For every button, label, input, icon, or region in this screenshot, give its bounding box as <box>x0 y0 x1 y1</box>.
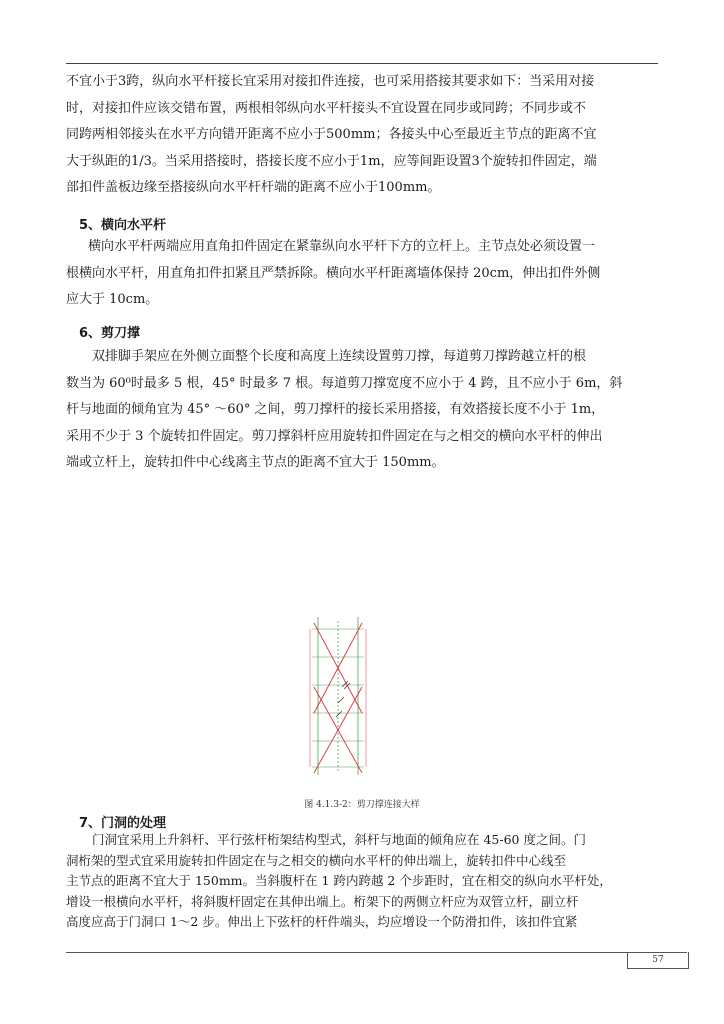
frame-verticals <box>318 617 358 775</box>
text-line: 大于纵距的1/3。当采用搭接时，搭接长度不应小于1m，应等间距设置3个旋转扣件固定，端 <box>66 153 597 169</box>
text-line: 门洞宜采用上升斜杆、平行弦杆桁架结构型式，斜杆与地面的倾角应在 45-60 度之间。门 <box>92 832 586 847</box>
paragraph-door-opening <box>66 830 658 933</box>
text-line: 根横向水平杆，用直角扣件扣紧且严禁拆除。横向水平杆距离墙体保持 20cm，伸出扣件外侧 <box>66 265 601 281</box>
footer-rule <box>66 952 687 953</box>
text-line: 不宜小于3跨，纵向水平杆接长宜采用对接扣件连接，也可采用搭接其要求如下：当采用对接 <box>66 74 595 89</box>
text-line: 采用不少于 3 个旋转扣件固定。剪刀撑斜杆应用旋转扣件固定在与之相交的横向水平杆的伸出 <box>66 428 603 444</box>
text-line: 端或立杆上，旋转扣件中心线离主节点的距离不宜大于 150mm。 <box>66 455 445 471</box>
scissor-brace-detail-figure <box>308 617 368 775</box>
heading-scissor-brace: 6、剪刀撑 <box>79 326 141 341</box>
figure-caption: 图 4.1.3-2：剪刀撑连接大样 <box>304 800 420 810</box>
heading-door-opening: 7、门洞的处理 <box>79 816 167 831</box>
text-line: 部扣件盖板边缘至搭接纵向水平杆杆端的距离不应小于100mm。 <box>66 180 441 196</box>
page-number: 57 <box>627 952 689 969</box>
text-line: 杆与地面的倾角宜为 45° ～60° 之间，剪刀撑杆的接长采用搭接，有效搭接长度不小于 1m， <box>66 402 605 418</box>
paragraph-longitudinal-joints <box>66 69 658 202</box>
text-line: 高度应高于门洞口 1～2 步。伸出上下弦杆的杆件端头，均应增设一个防滑扣件，该扣件宜紧 <box>66 914 578 929</box>
header-rule <box>66 63 658 64</box>
text-line: 同跨两相邻接头在水平方向错开距离不应小于500mm；各接头中心至最近主节点的距离不宜 <box>66 127 597 143</box>
text-line: 主节点的距离不宜大于 150mm。当斜腹杆在 1 跨内跨越 2 个步距时，宜在相交的纵向水平杆处， <box>66 873 612 888</box>
paragraph-scissor-brace <box>66 344 658 477</box>
text-line: 双排脚手架应在外侧立面整个长度和高度上连续设置剪刀撑，每道剪刀撑跨越立杆的根 <box>92 349 587 364</box>
heading-transverse-bar: 5、横向水平杆 <box>79 218 167 233</box>
text-line: 时，对接扣件应该交错布置，两根相邻纵向水平杆接头不宜设置在同步或同跨；不同步或不 <box>66 100 587 116</box>
text-line: 数当为 60⁰时最多 5 根，45° 时最多 7 根。每道剪刀撑宽度不应小于 4 跨，且不应小于 6m，斜 <box>66 375 623 391</box>
text-line: 洞桁架的型式宜采用旋转扣件固定在与之相交的横向水平杆的伸出端上，旋转扣件中心线至 <box>66 852 567 868</box>
text-line: 横向水平杆两端应用直角扣件固定在紧靠纵向水平杆下方的立杆上。主节点处必须设置一 <box>88 239 596 254</box>
text-line: 应大于 10cm。 <box>66 292 159 308</box>
text-line: 增设一根横向水平杆，将斜腹杆固定在其伸出端上。桁架下的两侧立杆应为双管立杆，副立杆 <box>66 893 579 909</box>
paragraph-transverse-bar <box>66 234 658 314</box>
